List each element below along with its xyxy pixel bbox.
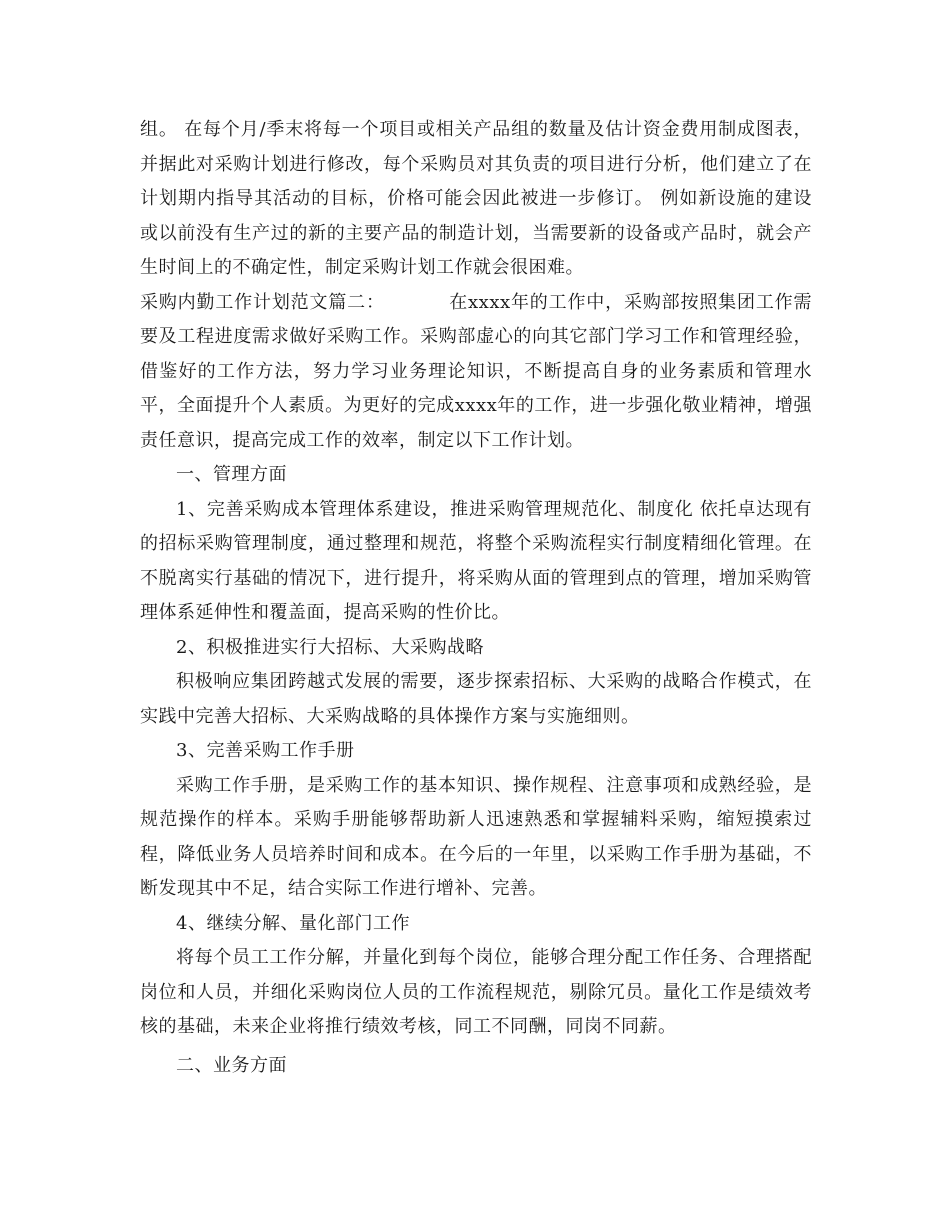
paragraph-manual (140, 769, 812, 907)
heading-text: 二、业务方面 (176, 1054, 287, 1076)
heading-text: 3、完善采购工作手册 (176, 740, 355, 761)
subheading-tender-strategy (140, 631, 812, 666)
subheading-manual (140, 734, 812, 769)
paragraph-cost-system (140, 493, 812, 631)
paragraph-text: 积极响应集团跨越式发展的需要，逐步探索招标、大采购的战略合作模式，在实践中完善大招标、大采购战略的具体操作方案与实施细则。 (140, 671, 812, 727)
paragraph-tender-strategy (140, 665, 812, 734)
heading-text: 4、继续分解、量化部门工作 (176, 912, 410, 934)
heading-text: 2、积极推进实行大招标、大采购战略 (176, 636, 484, 658)
paragraph-text: 组。 在每个月/季末将每一个项目或相关产品组的数量及估计资金费用制成图表，并据此对采购计划进行修改，每个采购员对其负责的项目进行分析，他们建立了在计划期内指导其活动的目标，价格可能会因此被进一步修订。 例如新设施的建设或以前没有生产过的新的主要产品的制造计划，当需要新的设备或产品时，就会产生时间上的不确定性，制定采购计划工作就会很困难。 (140, 119, 812, 278)
paragraph-text: 采购工作手册，是采购工作的基本知识、操作规程、注意事项和成熟经验，是规范操作的样本。采购手册能够帮助新人迅速熟悉和掌握辅料采购，缩短摸索过程，降低业务人员培养时间和成本。在今后的一年里，以采购工作手册为基础，不断发现其中不足，结合实际工作进行增补、完善。 (140, 774, 812, 899)
article-title: 采购内勤工作计划范文篇二： (140, 291, 385, 313)
paragraph-text: 在xxxx年的工作中，采购部按照集团工作需要及工程进度需求做好采购工作。采购部虚心的向其它部门学习工作和管理经验，借鉴好的工作方法，努力学习业务理论知识，不断提高自身的业务素质和管理水平，全面提升个人素质。为更好的完成xxxx年的工作，进一步强化敬业精神，增强责任意识，提高完成工作的效率，制定以下工作计划。 (140, 291, 812, 451)
section-heading-business (140, 1049, 812, 1084)
paragraph-intro (140, 113, 812, 286)
paragraph-article-two (140, 286, 812, 459)
document-body (140, 113, 812, 1083)
subheading-quantify (140, 907, 812, 942)
paragraph-quantify (140, 941, 812, 1045)
section-heading-management (140, 458, 812, 493)
heading-text: 一、管理方面 (176, 464, 287, 485)
paragraph-text: 将每个员工工作分解，并量化到每个岗位，能够合理分配工作任务、合理搭配岗位和人员，并细化采购岗位人员的工作流程规范，剔除冗员。量化工作是绩效考核的基础，未来企业将推行绩效考核，同工不同酬，同岗不同薪。 (140, 947, 812, 1037)
paragraph-text: 1、完善采购成本管理体系建设，推进采购管理规范化、制度化 依托卓达现有的招标采购管理制度，通过整理和规范，将整个采购流程实行制度精细化管理。在不脱离实行基础的情况下，进行提升，将采购从面的管理到点的管理，增加采购管理体系延伸性和覆盖面，提高采购的性价比。 (140, 498, 812, 623)
